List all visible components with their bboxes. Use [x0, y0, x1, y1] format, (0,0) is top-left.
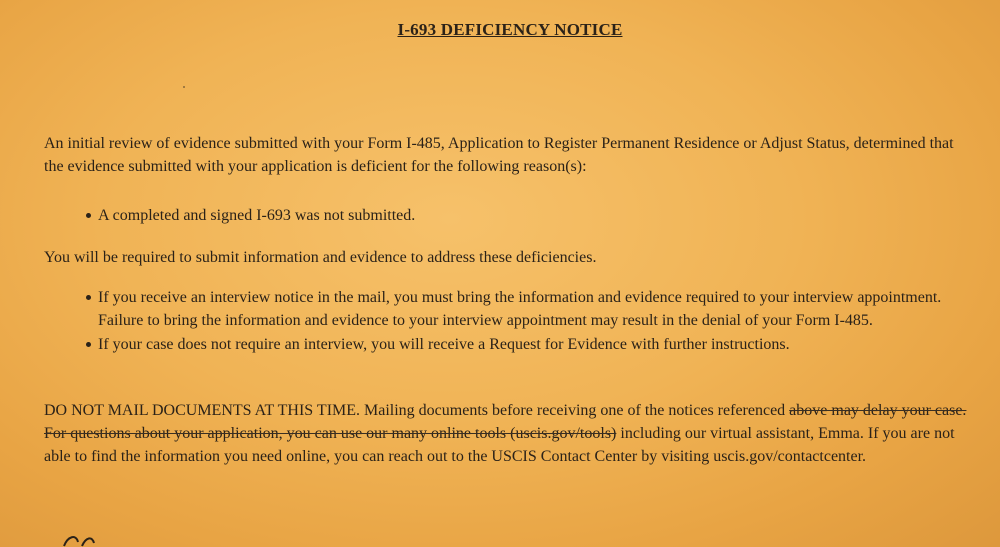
- closing-text-part1: DO NOT MAIL DOCUMENTS AT THIS TIME. Mailing documents before receiving one of the notices referenced: [44, 402, 790, 419]
- requirement-paragraph: You will be required to submit information and evidence to address these deficiencies.: [44, 249, 597, 266]
- reasons-list: [86, 204, 966, 227]
- reason-item: [86, 204, 966, 227]
- instructions-list: [86, 286, 966, 356]
- closing-text-struck: above may delay your case. For questions about your application, you can use our many online tools (uscis.gov/tools): [44, 402, 967, 442]
- closing-paragraph: [44, 399, 974, 468]
- reason-text: A completed and signed I-693 was not submitted.: [98, 207, 416, 224]
- instruction-text: If you receive an interview notice in the mail, you must bring the information and evidence required to your interview appointment. Failure to bring the information and evidence to your interview appointment may result in the denial of your Form I-485.: [98, 289, 942, 329]
- closing-text-part2: including our virtual assistant, Emma. If you are not able to find the information you need online, you can reach out to the USCIS Contact Center by visiting uscis.gov/contactcenter.: [44, 425, 955, 465]
- instruction-text: If your case does not require an interview, you will receive a Request for Evidence with further instructions.: [98, 336, 790, 353]
- notice-title: I-693 DEFICIENCY NOTICE: [397, 20, 623, 39]
- instruction-item: [86, 286, 966, 332]
- bullet-icon: [86, 213, 91, 218]
- intro-paragraph: An initial review of evidence submitted with your Form I-485, Application to Register Permanent Residence or Adjust Status, determined that the evidence submitted with your application is deficient for the following reason(s):: [44, 135, 954, 175]
- bullet-icon: [86, 342, 91, 347]
- paper-speck: [183, 86, 185, 88]
- signature-mark: [62, 528, 122, 547]
- instruction-item: [86, 333, 966, 356]
- bullet-icon: [86, 295, 91, 300]
